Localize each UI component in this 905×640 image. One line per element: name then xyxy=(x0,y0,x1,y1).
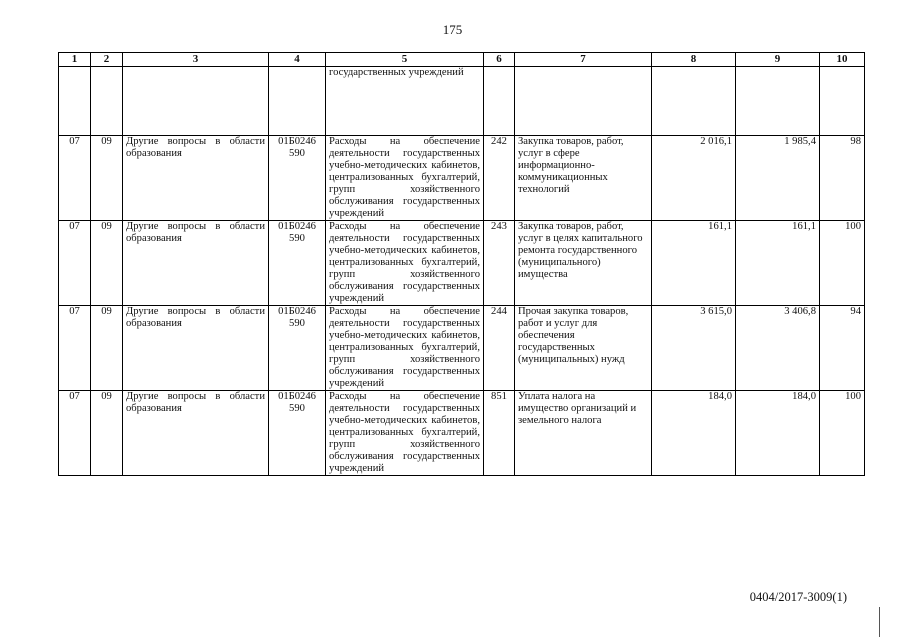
header-row xyxy=(59,53,865,67)
cell-percent: 100 xyxy=(820,221,865,306)
col-header-9: 9 xyxy=(736,53,820,67)
cell-target-code: 01Б0246 590 xyxy=(269,136,326,221)
cell-target-name: Расходы на обеспечение деятельности государственных учебно-методических кабинетов, централизованных бухгалтерий, групп хозяйственного обслуживания государственных учреждений xyxy=(326,136,484,221)
col-header-6: 6 xyxy=(484,53,515,67)
cell-expense-name: Закупка товаров, работ, услуг в целях капитального ремонта государственного (муниципального) имущества xyxy=(515,221,652,306)
cell-expense-name: Закупка товаров, работ, услуг в сфере информационно-коммуникационных технологий xyxy=(515,136,652,221)
cell-section: 07 xyxy=(59,221,91,306)
cell-target-code xyxy=(269,67,326,136)
budget-table xyxy=(58,52,865,476)
cell-percent: 98 xyxy=(820,136,865,221)
cell-subsection: 09 xyxy=(91,391,123,476)
cell-expense-name xyxy=(515,67,652,136)
continuation-row xyxy=(59,67,865,136)
cell-target-name: государственных учреждений xyxy=(326,67,484,136)
cell-subsection: 09 xyxy=(91,221,123,306)
cell-planned: 2 016,1 xyxy=(652,136,736,221)
cell-subsection xyxy=(91,67,123,136)
cell-section: 07 xyxy=(59,391,91,476)
cell-target-name: Расходы на обеспечение деятельности государственных учебно-методических кабинетов, централизованных бухгалтерий, групп хозяйственного обслуживания государственных учреждений xyxy=(326,391,484,476)
table-row xyxy=(59,221,865,306)
cell-section-name: Другие вопросы в области образования xyxy=(123,391,269,476)
cell-target-name: Расходы на обеспечение деятельности государственных учебно-методических кабинетов, централизованных бухгалтерий, групп хозяйственного обслуживания государственных учреждений xyxy=(326,306,484,391)
cell-target-code: 01Б0246 590 xyxy=(269,221,326,306)
cell-planned xyxy=(652,67,736,136)
col-header-8: 8 xyxy=(652,53,736,67)
cell-target-name: Расходы на обеспечение деятельности государственных учебно-методических кабинетов, централизованных бухгалтерий, групп хозяйственного обслуживания государственных учреждений xyxy=(326,221,484,306)
cell-subsection: 09 xyxy=(91,306,123,391)
cell-expense-type: 243 xyxy=(484,221,515,306)
cell-percent: 100 xyxy=(820,391,865,476)
cell-section-name: Другие вопросы в области образования xyxy=(123,306,269,391)
cell-expense-type: 242 xyxy=(484,136,515,221)
col-header-4: 4 xyxy=(269,53,326,67)
col-header-3: 3 xyxy=(123,53,269,67)
cell-planned: 184,0 xyxy=(652,391,736,476)
cell-actual: 161,1 xyxy=(736,221,820,306)
cell-actual: 1 985,4 xyxy=(736,136,820,221)
cell-target-code: 01Б0246 590 xyxy=(269,306,326,391)
cell-planned: 161,1 xyxy=(652,221,736,306)
table-row xyxy=(59,391,865,476)
cell-actual: 3 406,8 xyxy=(736,306,820,391)
table-row xyxy=(59,306,865,391)
cell-target-code: 01Б0246 590 xyxy=(269,391,326,476)
cell-percent xyxy=(820,67,865,136)
cell-subsection: 09 xyxy=(91,136,123,221)
table-row xyxy=(59,136,865,221)
cell-expense-name: Уплата налога на имущество организаций и земельного налога xyxy=(515,391,652,476)
cell-section: 07 xyxy=(59,306,91,391)
cell-expense-type: 851 xyxy=(484,391,515,476)
document-code: 0404/2017-3009(1) xyxy=(749,590,847,604)
col-header-7: 7 xyxy=(515,53,652,67)
page-number: 175 xyxy=(442,22,463,37)
cell-actual xyxy=(736,67,820,136)
cell-section xyxy=(59,67,91,136)
cell-expense-type xyxy=(484,67,515,136)
cell-section-name xyxy=(123,67,269,136)
cell-expense-type: 244 xyxy=(484,306,515,391)
col-header-5: 5 xyxy=(326,53,484,67)
cell-planned: 3 615,0 xyxy=(652,306,736,391)
col-header-2: 2 xyxy=(91,53,123,67)
scan-edge-mark xyxy=(879,607,880,637)
cell-percent: 94 xyxy=(820,306,865,391)
cell-section: 07 xyxy=(59,136,91,221)
cell-expense-name: Прочая закупка товаров, работ и услуг для обеспечения государственных (муниципальных) нужд xyxy=(515,306,652,391)
col-header-1: 1 xyxy=(59,53,91,67)
cell-section-name: Другие вопросы в области образования xyxy=(123,221,269,306)
cell-actual: 184,0 xyxy=(736,391,820,476)
col-header-10: 10 xyxy=(820,53,865,67)
cell-section-name: Другие вопросы в области образования xyxy=(123,136,269,221)
